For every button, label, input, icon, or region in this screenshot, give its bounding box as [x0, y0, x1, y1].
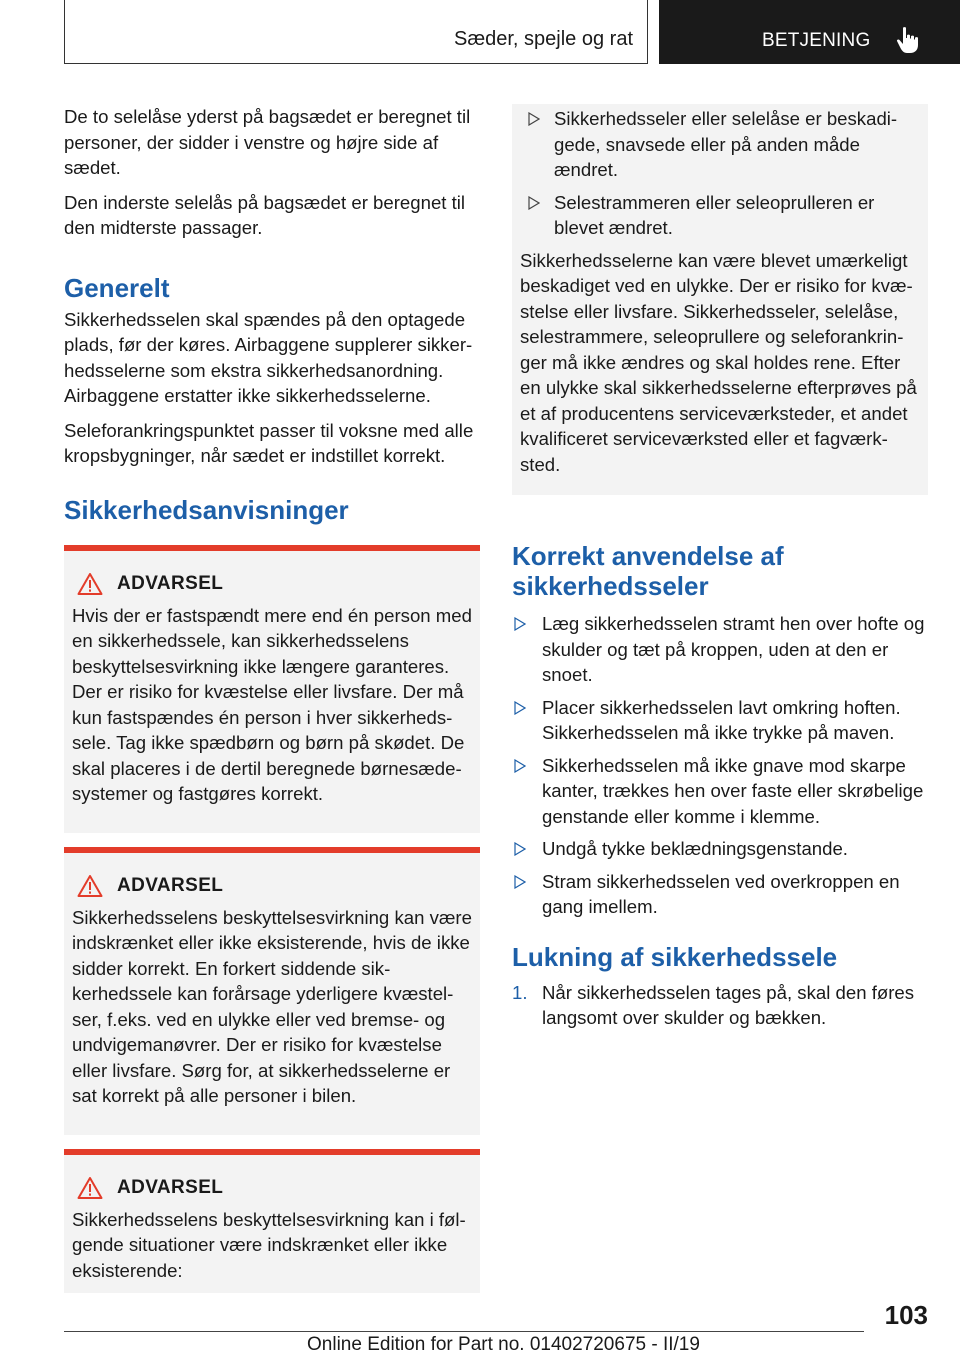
header-chapter-title: BETJENING	[762, 30, 871, 51]
header-chapter-tab[interactable]	[659, 0, 960, 64]
list-item: Undgå tykke beklædningsgenstande.	[512, 836, 928, 862]
triangle-bullet-icon	[514, 759, 526, 773]
triangle-bullet-icon	[528, 196, 540, 210]
warning-text: Sikkerhedsselens beskyttelsesvirkning kan være indskrænket eller ikke eksisterende, hvis de ikke sidder korrekt. En forkert siddende sikkerhedssele kan forårsage yderligere kvæstelser, f.eks. ved en ulykke eller ved bremse- og undvigemanøvrer. Der er risiko for kvæstelse eller livsfare. Sørg for, at sikkerhedsselerne er sat korrekt på alle personer i bilen.	[72, 906, 472, 1106]
intro-paragraph: De to selelåse yderst på bagsædet er beregnet til personer, der sidder i venstre og højre side af sædet.	[64, 106, 471, 178]
pointing-hand-icon	[895, 26, 921, 54]
list-item: Læg sikkerhedsselen stramt hen over hofte og skulder og tæt på kroppen, uden at den er snoet.	[512, 611, 928, 688]
list-item: Sikkerhedsseler eller selelåse er beskadigede, snavsede eller på anden måde ændret.	[520, 106, 920, 183]
triangle-bullet-icon	[514, 875, 526, 889]
warning-text: Sikkerhedsselens beskyttelsesvirkning kan i følgende situationer være indskrænket eller ikke eksisterende:	[72, 1208, 466, 1281]
warning-box	[64, 847, 480, 1135]
list-item: Placer sikkerhedsselen lavt omkring hoften. Sikkerhedsselen må ikke trykke på maven.	[512, 695, 928, 746]
warning-title: ADVARSEL	[117, 874, 224, 896]
section-heading-buckling: Lukning af sikkerhedssele	[512, 941, 838, 972]
warning-continuation-box	[512, 104, 928, 495]
right-column	[512, 104, 928, 1031]
page-number: 103	[884, 1300, 928, 1330]
list-item: Stram sikkerhedsselen ved overkroppen en gang imellem.	[512, 869, 928, 920]
header-section-title: Sæder, spejle og rat	[454, 28, 633, 50]
triangle-bullet-icon	[514, 701, 526, 715]
section-heading-safety: Sikkerhedsanvisninger	[64, 494, 349, 525]
warning-box	[64, 545, 480, 833]
warning-box	[64, 1149, 480, 1294]
warning-triangle-icon	[77, 1176, 103, 1200]
left-column	[64, 104, 480, 1307]
footer-edition: Online Edition for Part no. 01402720675 - II/19	[307, 1334, 700, 1355]
triangle-bullet-icon	[514, 617, 526, 631]
triangle-bullet-icon	[514, 842, 526, 856]
warning-title: ADVARSEL	[117, 1176, 224, 1198]
section-heading-correct-use: Korrekt anvendelse af sikkerhedsseler	[512, 541, 784, 601]
body-paragraph: Sikkerhedsselen skal spændes på den optagede plads, før der køres. Airbaggene supplerer sikkerhedsselerne som ekstra sikkerhedsanordning. Airbaggene erstatter ikke sikkerhedsselerne.	[64, 308, 473, 406]
triangle-bullet-icon	[528, 112, 540, 126]
header-section-box	[64, 0, 648, 64]
warning-text: Sikkerhedsselerne kan være blevet umærkeligt beskadiget ved en ulykke. Der er risiko for kvæstelse eller livsfare. Sikkerhedsseler, selelåse, selestrammere, seleoprullere og seleforankringer må ikke ændres og skal holdes rene. Efter en ulykke skal sikkerhedsselerne efterprøves på et af producentens serviceværksteder, et andet kvalificeret serviceværksted eller et fagværksted.	[520, 249, 917, 475]
warning-title: ADVARSEL	[117, 572, 224, 594]
warning-triangle-icon	[77, 572, 103, 596]
step-number: 1.	[512, 981, 528, 1003]
section-heading-generelt: Generelt	[64, 272, 170, 303]
warning-text: Hvis der er fastspændt mere end én person med en sikkerhedssele, kan sikkerhedsselens beskyttelsesvirkning ikke længere garanteres. Der er risiko for kvæstelse eller livsfare. Der må kun fastspændes én person i hver sikkerhedssele. Tag ikke spædbørn og børn på skødet. De skal placeres i de dertil beregnede børnesædesystemer og fastgøres korrekt.	[72, 604, 472, 804]
list-item: Selestrammeren eller seleoprulleren er blevet ændret.	[520, 190, 920, 241]
numbered-step: 1. Når sikkerhedsselen tages på, skal den føres langsomt over skulder og bækken.	[512, 981, 915, 1028]
list-item: Sikkerhedsselen må ikke gnave mod skarpe kanter, trækkes hen over faste eller skrøbelige genstande eller komme i klemme.	[512, 753, 928, 830]
warning-triangle-icon	[77, 874, 103, 898]
body-paragraph: Seleforankringspunktet passer til voksne med alle kropsbygninger, når sædet er indstillet korrekt.	[64, 419, 474, 466]
intro-paragraph: Den inderste selelås på bagsædet er beregnet til den midterste passager.	[64, 191, 466, 238]
footer-rule	[64, 1331, 864, 1332]
